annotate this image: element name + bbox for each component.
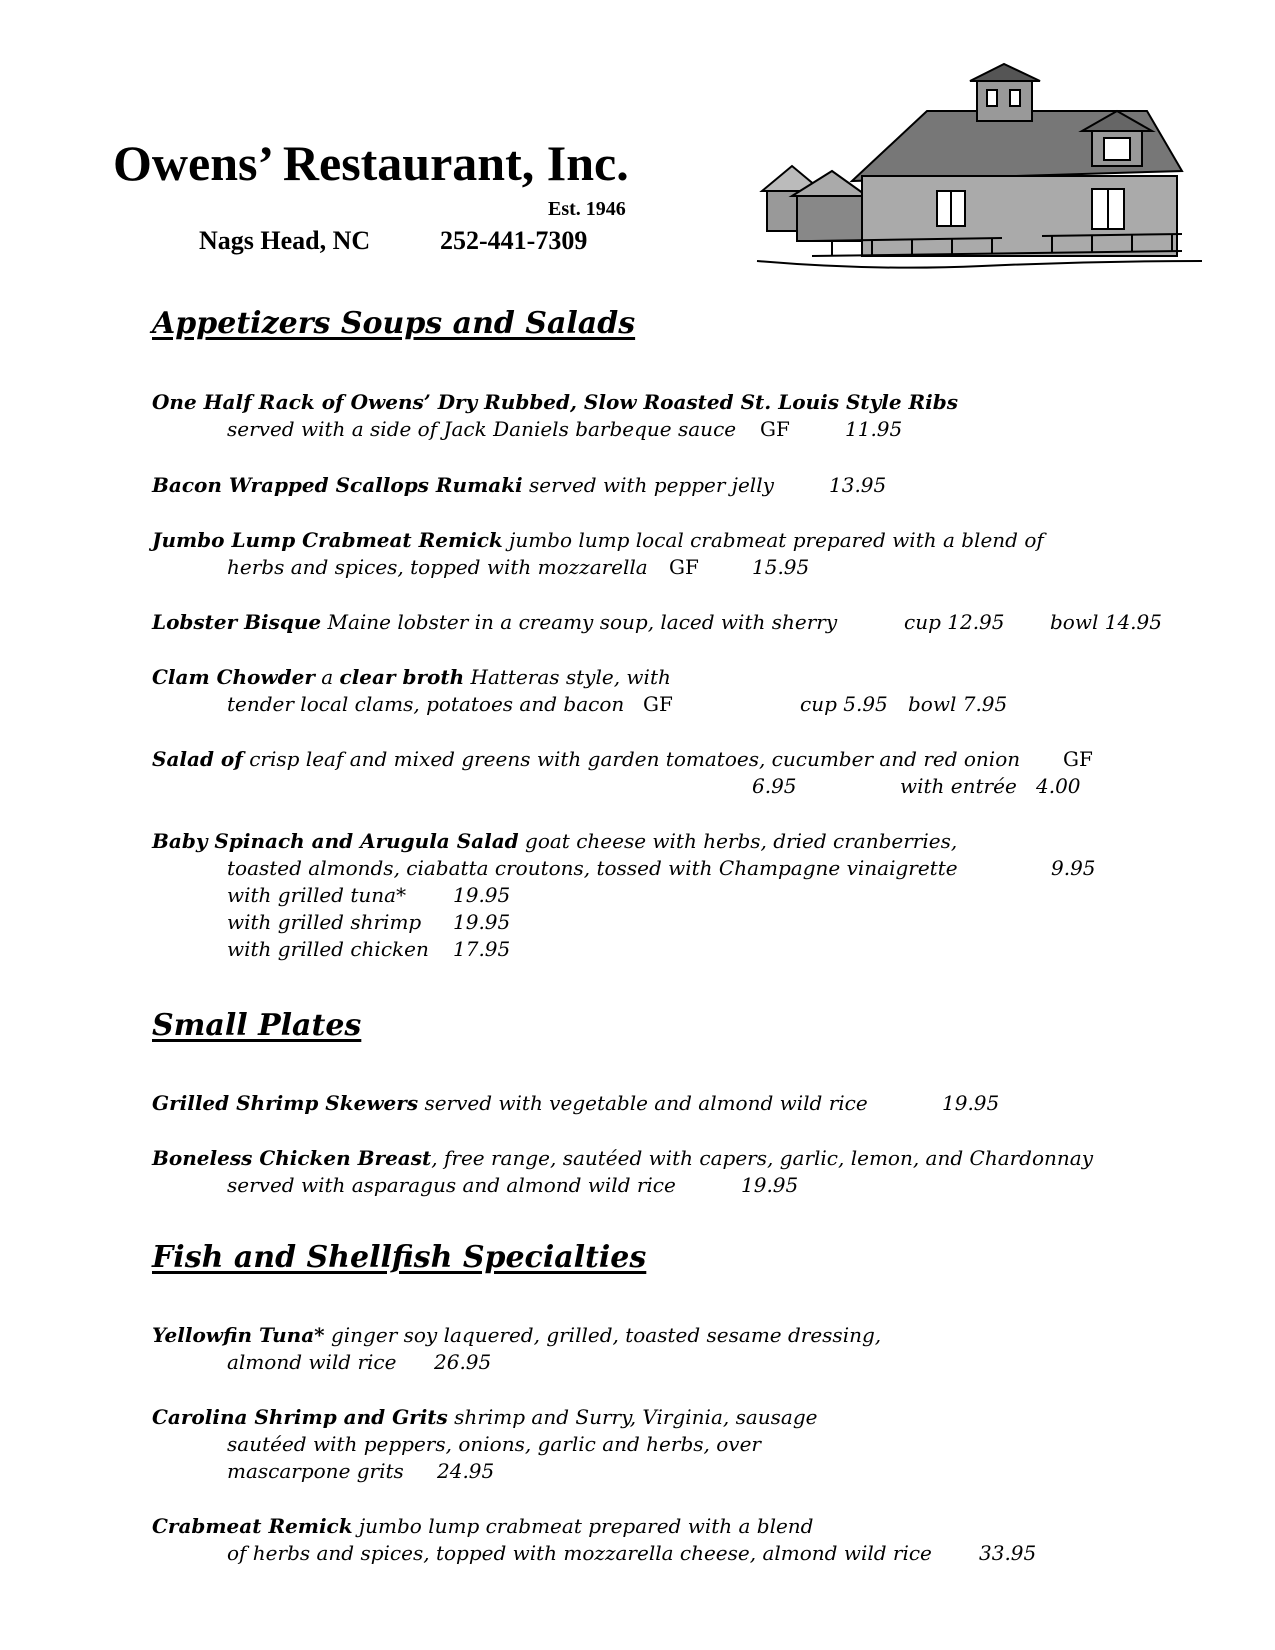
menu-item-bowl-price: bowl 14.95 [1050, 610, 1162, 634]
menu-item: Lobster Bisque Maine lobster in a creamy soup, laced with sherry [152, 610, 838, 634]
addon-label: with grilled shrimp [227, 910, 422, 934]
menu-item-desc: herbs and spices, topped with mozzarella [227, 555, 648, 579]
menu-item: Carolina Shrimp and Grits shrimp and Surry, Virginia, sausage [152, 1405, 818, 1429]
house-illustration [752, 56, 1207, 286]
menu-item: Clam Chowder a clear broth Hatteras style, with [152, 665, 671, 689]
menu-item-price: 19.95 [942, 1091, 1000, 1115]
menu-item-price: 15.95 [752, 555, 810, 579]
menu-item: Crabmeat Remick jumbo lump crabmeat prepared with a blend [152, 1514, 814, 1538]
section-title-appetizers: Appetizers Soups and Salads [152, 306, 636, 341]
section-title-small-plates: Small Plates [152, 1008, 362, 1043]
menu-item: Yellowfin Tuna* ginger soy laquered, grilled, toasted sesame dressing, [152, 1323, 882, 1347]
menu-item-price: 6.95 [752, 774, 797, 798]
location: Nags Head, NC [199, 226, 371, 255]
established-year: Est. 1946 [548, 198, 626, 220]
addon-label: with grilled chicken [227, 937, 429, 961]
addon-price: 19.95 [453, 910, 511, 934]
menu-item: Boneless Chicken Breast, free range, sautéed with capers, garlic, lemon, and Chardonnay [152, 1146, 1094, 1170]
menu-item-desc: tender local clams, potatoes and bacon [227, 692, 625, 716]
menu-item-price: 26.95 [434, 1350, 492, 1374]
menu-item: Baby Spinach and Arugula Salad goat cheese with herbs, dried cranberries, [152, 829, 958, 853]
menu-item: Bacon Wrapped Scallops Rumaki served with pepper jelly [152, 473, 774, 497]
phone-number: 252-441-7309 [440, 226, 588, 255]
menu-item: Jumbo Lump Crabmeat Remick jumbo lump local crabmeat prepared with a blend of [152, 528, 1044, 552]
menu-item-name: One Half Rack of Owens’ Dry Rubbed, Slow Roasted St. Louis Style Ribs [152, 390, 959, 414]
menu-item-desc: served with asparagus and almond wild rice [227, 1173, 676, 1197]
menu-item-tag: GF [669, 555, 699, 579]
menu-item-tag: GF [760, 417, 790, 441]
menu-item-price: 33.95 [979, 1541, 1037, 1565]
menu-item-price: 13.95 [829, 473, 887, 497]
addon-price: 17.95 [453, 937, 511, 961]
menu-item-desc: of herbs and spices, topped with mozzarella cheese, almond wild rice [227, 1541, 932, 1565]
restaurant-name: Owens’ Restaurant, Inc. [113, 135, 629, 191]
menu-item-desc: almond wild rice [227, 1350, 397, 1374]
addon-label: with grilled tuna* [227, 883, 407, 907]
menu-item-cup-price: cup 5.95 [800, 692, 888, 716]
menu-item-desc: served with a side of Jack Daniels barbeque sauce [227, 417, 737, 441]
section-title-fish-shellfish: Fish and Shellfish Specialties [152, 1240, 647, 1275]
menu-item-price: 11.95 [845, 417, 903, 441]
menu-item-entree-label: with entrée [900, 774, 1017, 798]
addon-price: 19.95 [453, 883, 511, 907]
menu-item-entree-price: 4.00 [1036, 774, 1081, 798]
menu-item-cup-price: cup 12.95 [904, 610, 1005, 634]
menu-item-desc: sautéed with peppers, onions, garlic and herbs, over [227, 1432, 761, 1456]
menu-item-desc: toasted almonds, ciabatta croutons, tossed with Champagne vinaigrette [227, 856, 958, 880]
menu-item-price: 19.95 [741, 1173, 799, 1197]
menu-item-price: 9.95 [1051, 856, 1096, 880]
menu-item-tag: GF [643, 692, 673, 716]
menu-item: Grilled Shrimp Skewers served with vegetable and almond wild rice [152, 1091, 868, 1115]
menu-item: Salad of crisp leaf and mixed greens with garden tomatoes, cucumber and red onion [152, 747, 1021, 771]
menu-item-desc: mascarpone grits [227, 1459, 404, 1483]
menu-item-tag: GF [1063, 747, 1093, 771]
menu-item-bowl-price: bowl 7.95 [908, 692, 1008, 716]
menu-item-price: 24.95 [437, 1459, 495, 1483]
